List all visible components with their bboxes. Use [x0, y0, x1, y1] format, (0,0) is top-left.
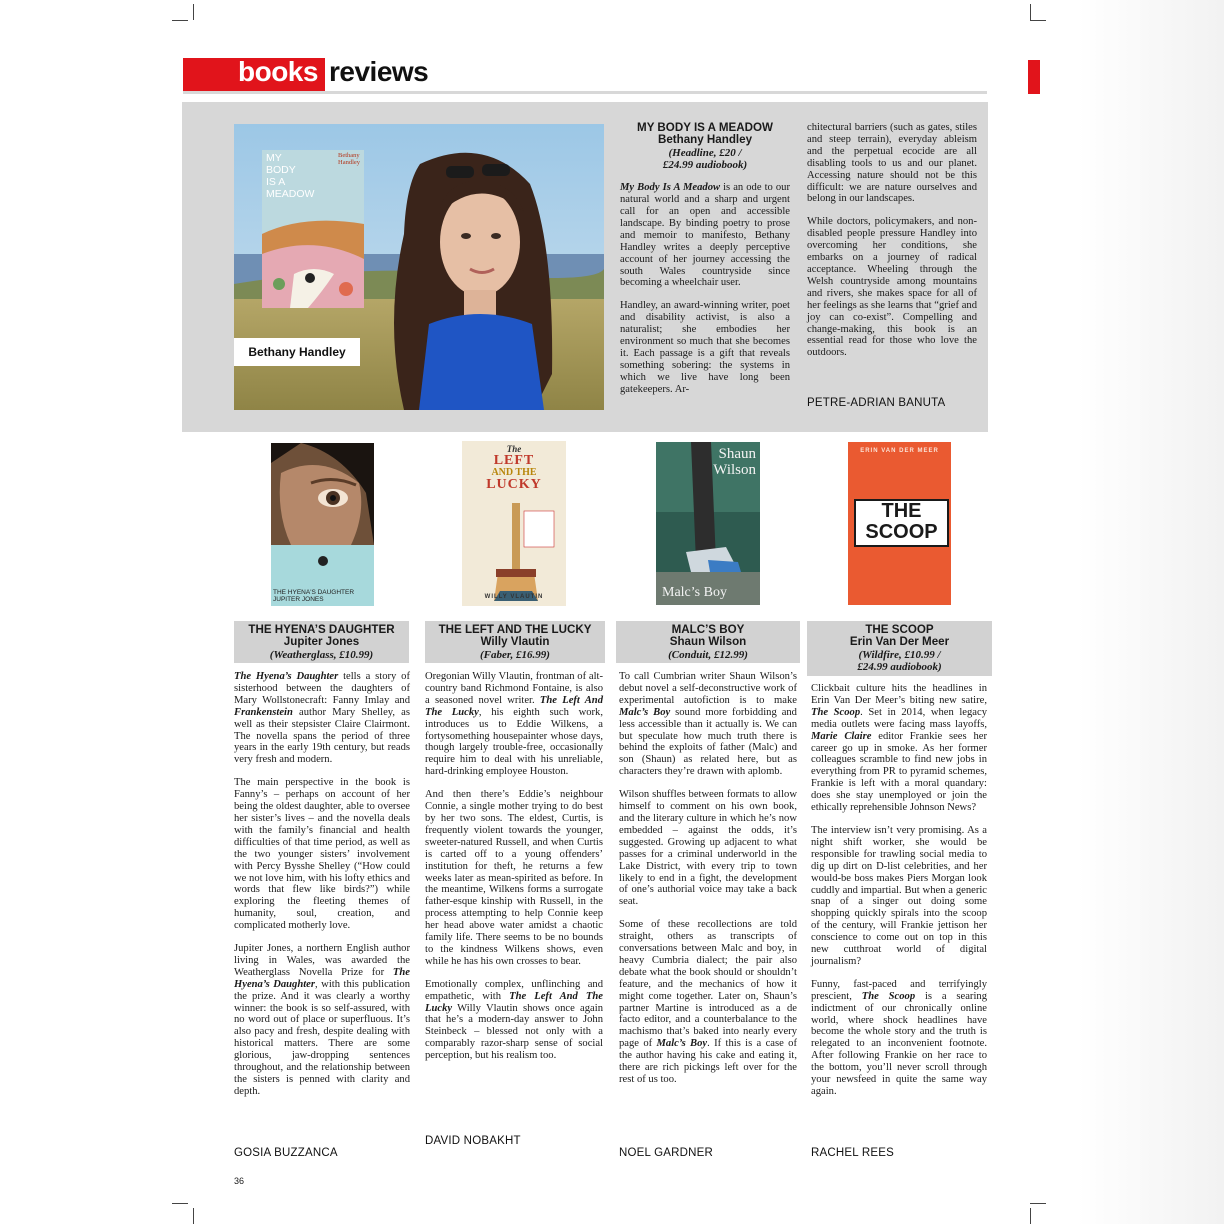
review-body	[619, 671, 797, 1097]
review-paragraph: And then there’s Eddie’s neighbour Connie, a single mother trying to do best by her two sons. The eldest, Curtis, is frequently violent towards the younger, sweeter-natured Russell, and when Curtis is carted off to a young offenders’ institution for theft, he returns a few weeks later as mean-spirited as before. In the meantime, Wilkens forms a surrogate father-esque kinship with Russell, in the process attempting to help Connie keep her head above water amidst a chaotic family life. There seems to be no bounds to the kindness Wilkens shows, even while he has his own crosses to bear.	[425, 789, 603, 967]
cover-text-line: Wilson	[713, 462, 756, 478]
cover-text-line: ERIN VAN DER MEER	[860, 448, 939, 454]
review-paragraph: Jupiter Jones, a northern English author living in Wales, was awarded the Weatherglass Novella Prize for The Hyena’s Daughter, with this publication the prize. And it was clearly a worthy winner: the book is so self-assured, with no word out of place or superfluous. It’s also pacy and fresh, despite dealing with historical matters. There are some glorious, jaw-dropping sentences throughout, and the relationship between the sisters is penned with clarity and depth.	[234, 943, 410, 1097]
cover-text-line: AND THE	[491, 467, 537, 478]
review-publisher: (Wildfire, £10.99 /	[858, 648, 941, 661]
feature-column-2	[807, 122, 977, 370]
cover-text	[462, 443, 566, 491]
review-body	[811, 683, 987, 1109]
cover-author-line: Bethany	[338, 152, 360, 159]
review-byline: DAVID NOBAKHT	[425, 1135, 521, 1147]
review-paragraph: Handley, an award-winning writer, poet and disability activist, is also a naturalist; she embodies her environment so much that she becomes it. Each passage is a gift that reveals something sobering: the systems in which we live have long been gatekeepers. Ar-	[620, 300, 790, 395]
cover-text-line: THE	[881, 500, 922, 522]
review-byline: RACHEL REES	[811, 1147, 894, 1159]
review-header	[425, 624, 605, 661]
review-byline: NOEL GARDNER	[619, 1147, 713, 1159]
review-header	[807, 624, 992, 673]
review-publisher: (Faber, £16.99)	[480, 648, 550, 661]
book-cover-left-and-lucky	[462, 441, 566, 606]
review-author: Jupiter Jones	[283, 635, 360, 649]
review-paragraph: Oregonian Willy Vlautin, frontman of alt-country band Richmond Fontaine, is also a seasoned novel writer. The Left And The Lucky, his eighth such work, introduces us to Eddie Wilkens, a fortysomething housepainter whose days, though largely trouble-free, occasionally require him to deal with his unreliable, hard-drinking employee Houston.	[425, 671, 603, 778]
crop-mark	[172, 1203, 188, 1204]
book-cover-the-scoop	[848, 442, 951, 605]
cover-text-line: THE HYENA'S DAUGHTER	[273, 589, 355, 596]
cover-text	[273, 589, 354, 603]
crop-mark	[1030, 1203, 1046, 1204]
book-cover-hyenas-daughter	[271, 443, 374, 606]
emphasis-title: My Body Is A Meadow	[620, 182, 721, 194]
cover-text-line: LUCKY	[486, 477, 542, 492]
cover-title-line: MEADOW	[266, 188, 315, 200]
review-title: MALC’S BOY	[671, 623, 745, 636]
feature-cover-author	[338, 152, 360, 166]
cover-text-line: Shaun	[718, 446, 756, 462]
review-publisher: £24.99 audiobook)	[857, 660, 942, 673]
review-paragraph: To call Cumbrian writer Shaun Wilson’s debut novel a self-deconstructive work of experimental autofiction is to make Malc’s Boy sound more forbidding and less accessible than it actually is. We can but speculate how much truth there is behind the exploits of father (Malc) and son (Shaun) as related here, but as characters they’re drawn with aplomb.	[619, 671, 797, 778]
review-paragraph: Funny, fast-paced and terrifyingly prescient, The Scoop is a searing indictment of our chronically online world, where shock headlines have become the whole story and the truth is relegated to an inconvenient footnote. After following Frankie on her race to the bottom, you’ll never scroll through your newsfeed in quite the same way again.	[811, 978, 987, 1097]
review-title: THE HYENA’S DAUGHTER	[248, 623, 395, 636]
crop-mark	[193, 4, 194, 20]
side-tab-marker	[1028, 60, 1040, 94]
crop-mark	[1030, 20, 1046, 21]
paragraph-text: is an ode to our natural world and a sharp and urgent call for an open and accessible landscape. By binding poetry to prose and memoir to manifesto, Bethany Handley writes a deeply perceptive account of her journey accessing the south Wales countryside since becoming a wheelchair user.	[620, 182, 790, 289]
cover-title-line: BODY	[266, 164, 296, 176]
cover-author-line: WILLY VLAUTIN	[484, 594, 544, 600]
feature-cover-title	[266, 152, 314, 200]
review-header	[616, 624, 800, 661]
crop-mark	[1030, 1208, 1031, 1224]
review-publisher: (Conduit, £12.99)	[668, 648, 748, 661]
cover-title-box	[854, 499, 949, 547]
review-publisher: £24.99 audiobook)	[662, 158, 748, 171]
crop-mark	[172, 20, 188, 21]
review-paragraph: The main perspective in the book is Fanny’s – perhaps on account of her being the oldest daughter, able to oversee her sister’s lives – and the novella deals with the family’s financial and health difficulties of that time period, as well as the two younger sisters’ involvement with Percy Bysshe Shelley (“How could we not love him, with his lofty ethics and words that flew like birds?”) while exploring the fleeting themes of humanity, soul, creation, and complicated motherly love.	[234, 777, 410, 932]
feature-byline: PETRE-ADRIAN BANUTA	[807, 397, 946, 409]
review-paragraph: chitectural barriers (such as gates, stiles and steep terrain), everyday ableism and the perpetual ecocide are all disabling tools to us and our planet. Accessing nature should not be this difficult: we are nature ourselves and belong in our landscapes.	[807, 122, 977, 205]
page-number: 36	[234, 1176, 245, 1186]
section-header-reviews: reviews	[329, 56, 429, 87]
review-byline: GOSIA BUZZANCA	[234, 1147, 338, 1159]
review-body	[234, 671, 410, 1109]
cover-text	[713, 446, 756, 478]
review-paragraph: While doctors, policymakers, and non-disabled people pressure Handley into overcoming her conditions, she embarks on a journey of radical acceptance. Wheeling through the Welsh countryside among mountains and rivers, she makes space for all of her feelings as she learns that “grief and joy can co-exist”. Compelling and change-making, this book is an essential read for those who love the outdoors.	[807, 216, 977, 359]
review-title: THE SCOOP	[865, 623, 934, 636]
review-author: Shaun Wilson	[669, 635, 747, 649]
review-publisher: (Headline, £20 /	[668, 146, 742, 159]
cover-text-line: LEFT	[493, 453, 535, 468]
header-rule	[183, 91, 987, 94]
cover-text-line: JUPITER JONES	[273, 596, 324, 603]
review-author: Bethany Handley	[657, 133, 753, 147]
review-paragraph: Emotionally complex, unflinching and empathetic, with The Left And The Lucky Willy Vlautin shows once again that he’s a modern-day answer to John Steinbeck – blessed not only with a comparably razor-sharp sense of social perception, but his realism too.	[425, 978, 603, 1062]
review-publisher: (Weatherglass, £10.99)	[269, 648, 374, 661]
review-body	[425, 671, 603, 1073]
review-paragraph: Clickbait culture hits the headlines in Erin Van Der Meer’s biting new satire, The Scoop. Set in 2014, when legacy media outlets were facing mass layoffs, Marie Claire editor Frankie sees her career go up in smoke. As her former colleagues scramble to find new jobs in everything from PR to pyramid schemes, Frankie is left with a moral quandary: does she stay unemployed or join the ethically reprehensible Johnson News?	[811, 683, 988, 814]
cover-text-line: SCOOP	[865, 521, 938, 543]
cover-text-line: The	[506, 444, 522, 454]
cover-author-line: Handley	[338, 159, 361, 166]
cover-title-line: IS A	[266, 176, 286, 188]
section-header-books: books	[238, 56, 318, 87]
review-paragraph	[620, 182, 790, 289]
review-paragraph: The interview isn’t very promising. As a night shift worker, she would be responsible for trawling social media to dig up dirt on D-list celebrities, and her would-be boss makes Piers Morgan look cuddly and impartial. But when a generic snap of a singer out doing some shopping quickly spirals into the scoop of the century, will Frankie jettison her conscience to come out on top in this new cutthroat world of digital journalism?	[811, 824, 987, 967]
feature-review-header	[620, 122, 790, 171]
review-header	[234, 624, 409, 661]
review-author: Erin Van Der Meer	[849, 635, 950, 649]
book-cover-malcs-boy	[656, 442, 760, 605]
cover-title-line: MY	[266, 152, 282, 164]
crop-mark	[193, 1208, 194, 1224]
review-paragraph: Wilson shuffles between formats to allow himself to comment on his own book, and the literary culture in which he’s now embedded – against the odds, it’s suggested. Growing up adjacent to what passes for a criminal underworld in the Lake District, with every trip to town likely to end in a fight, the development of one’s authorial voice may take a back seat.	[619, 789, 797, 908]
cover-text-line: Malc’s Boy	[662, 585, 727, 600]
review-paragraph: Some of these recollections are told straight, others as transcripts of conversations between Malc and boy, in heavy Cumbria dialect; the pair also debate what the book should or shouldn’t feature, and the mechanics of how it might come together. Later on, Shaun’s partner Martine is introduced as a de facto editor, and a counterbalance to the machismo that’s baked into nearly every page of Malc’s Boy. If this is a case of the author having his cake and eating it, there are rich pickings left over for the rest of us too.	[619, 919, 797, 1085]
review-title: THE LEFT AND THE LUCKY	[438, 623, 592, 636]
photo-caption: Bethany Handley	[234, 338, 360, 366]
crop-mark	[1030, 4, 1031, 20]
review-paragraph: The Hyena’s Daughter tells a story of sisterhood between the daughters of Mary Wollstonecraft: Fanny Imlay and Frankenstein author Mary Shelley, as well as their stepsister Claire Clairmont. The novella spans the period of three years in the early 19th century, but reads very fresh and modern.	[234, 671, 410, 766]
feature-column-1	[620, 122, 790, 407]
review-author: Willy Vlautin	[480, 635, 550, 649]
review-title: MY BODY IS A MEADOW	[637, 121, 773, 134]
